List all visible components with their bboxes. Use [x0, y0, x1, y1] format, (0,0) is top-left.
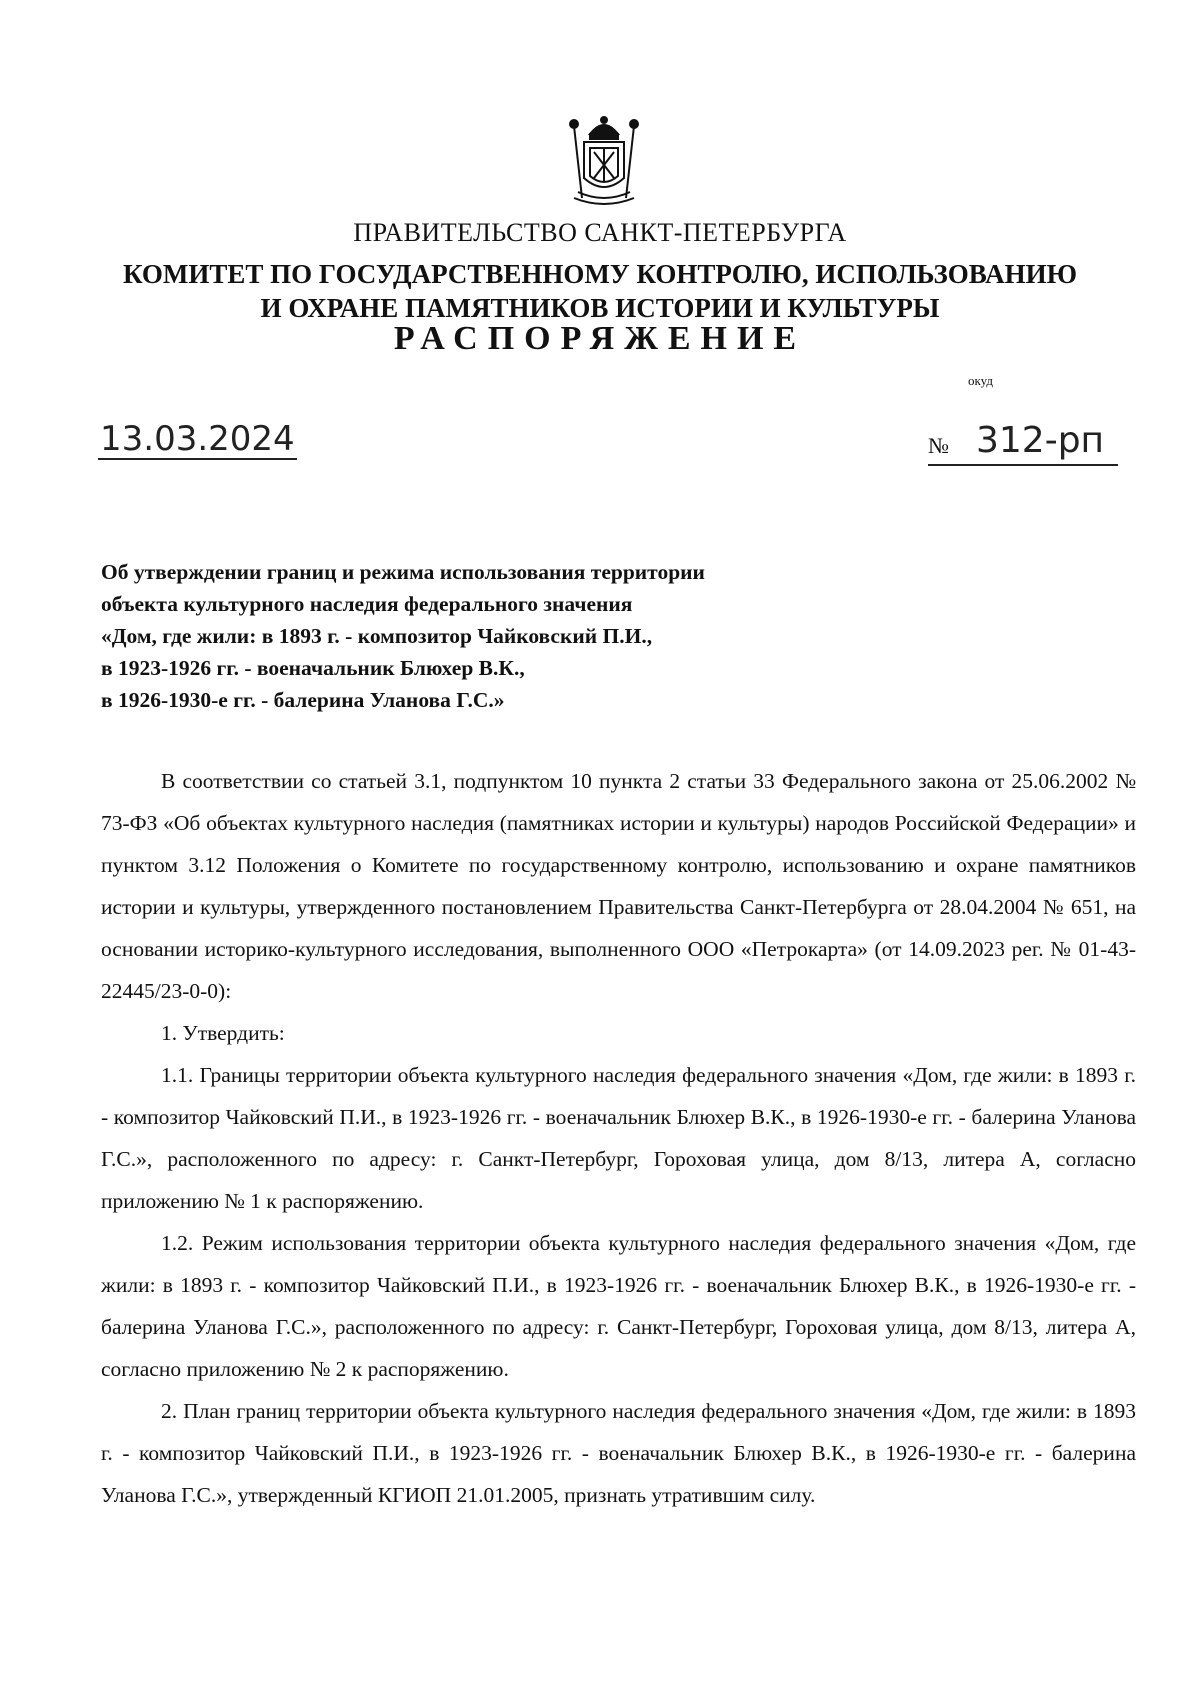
document-body — [101, 760, 1136, 1516]
committee-title-line-2: И ОХРАНЕ ПАМЯТНИКОВ ИСТОРИИ И КУЛЬТУРЫ — [260, 293, 940, 323]
number-sign: № — [928, 433, 949, 458]
body-paragraph-1: 1. Утвердить: — [161, 1021, 285, 1045]
body-paragraph-preamble: В соответствии со статьей 3.1, подпунктом 10 пункта 2 статьи 33 Федерального закона от 25.06.2002 № 73-ФЗ «Об объектах культурного наследия (памятниках истории и культуры) народов Российской Федерации» и пунктом 3.12 Положения о Комитете по государственному контролю, использованию и охране памятников истории и культуры, утвержденного постановлением Правительства Санкт-Петербурга от 28.04.2004 № 651, на основании историко-культурного исследования, выполненного ООО «Петрокарта» (от 14.09.2023 рег. № 01-43-22445/23-0-0): — [101, 769, 1136, 1003]
document-type: РАСПОРЯЖЕНИЕ — [393, 320, 807, 357]
government-title: ПРАВИТЕЛЬСТВО САНКТ-ПЕТЕРБУРГА — [353, 218, 847, 247]
subject-line: «Дом, где жили: в 1893 г. - композитор Чайковский П.И., — [101, 624, 653, 648]
body-paragraph-1-1: 1.1. Границы территории объекта культурного наследия федерального значения «Дом, где жили: в 1893 г. - композитор Чайковский П.И., в 1923-1926 гг. - военачальник Блюхер В.К., в 1926-1930-е гг. - балерина Уланова Г.С.», расположенного по адресу: г. Санкт-Петербург, Гороховая улица, дом 8/13, литера А, согласно приложению № 1 к распоряжению. — [101, 1063, 1136, 1213]
document-subject — [101, 556, 901, 716]
subject-line: в 1923-1926 гг. - военачальник Блюхер В.К., — [101, 656, 525, 680]
committee-title-line-1: КОМИТЕТ ПО ГОСУДАРСТВЕННОМУ КОНТРОЛЮ, ИСПОЛЬЗОВАНИЮ — [123, 259, 1077, 289]
body-paragraph-1-2: 1.2. Режим использования территории объекта культурного наследия федерального значения «Дом, где жили: в 1893 г. - композитор Чайковский П.И., в 1923-1926 гг. - военачальник Блюхер В.К., в 1926-1930-е гг. - балерина Уланова Г.С.», расположенного по адресу: г. Санкт-Петербург, Гороховая улица, дом 8/13, литера А, согласно приложению № 2 к распоряжению. — [101, 1231, 1136, 1381]
committee-title — [0, 257, 1200, 325]
subject-line: Об утверждении границ и режима использования территории — [101, 560, 705, 584]
document-date: 13.03.2024 — [100, 419, 295, 459]
coat-of-arms-icon — [560, 112, 648, 212]
number-value: 312-рп — [976, 420, 1105, 461]
subject-line: объекта культурного наследия федерального значения — [101, 592, 633, 616]
body-paragraph-2: 2. План границ территории объекта культурного наследия федерального значения «Дом, где жили: в 1893 г. - композитор Чайковский П.И., в 1923-1926 гг. - военачальник Блюхер В.К., в 1926-1930-е гг. - балерина Уланова Г.С.», утвержденный КГИОП 21.01.2005, признать утратившим силу. — [101, 1399, 1136, 1507]
subject-line: в 1926-1930-е гг. - балерина Уланова Г.С.» — [101, 688, 505, 712]
okud-label: окуд — [968, 373, 993, 388]
document-number — [928, 420, 1118, 466]
